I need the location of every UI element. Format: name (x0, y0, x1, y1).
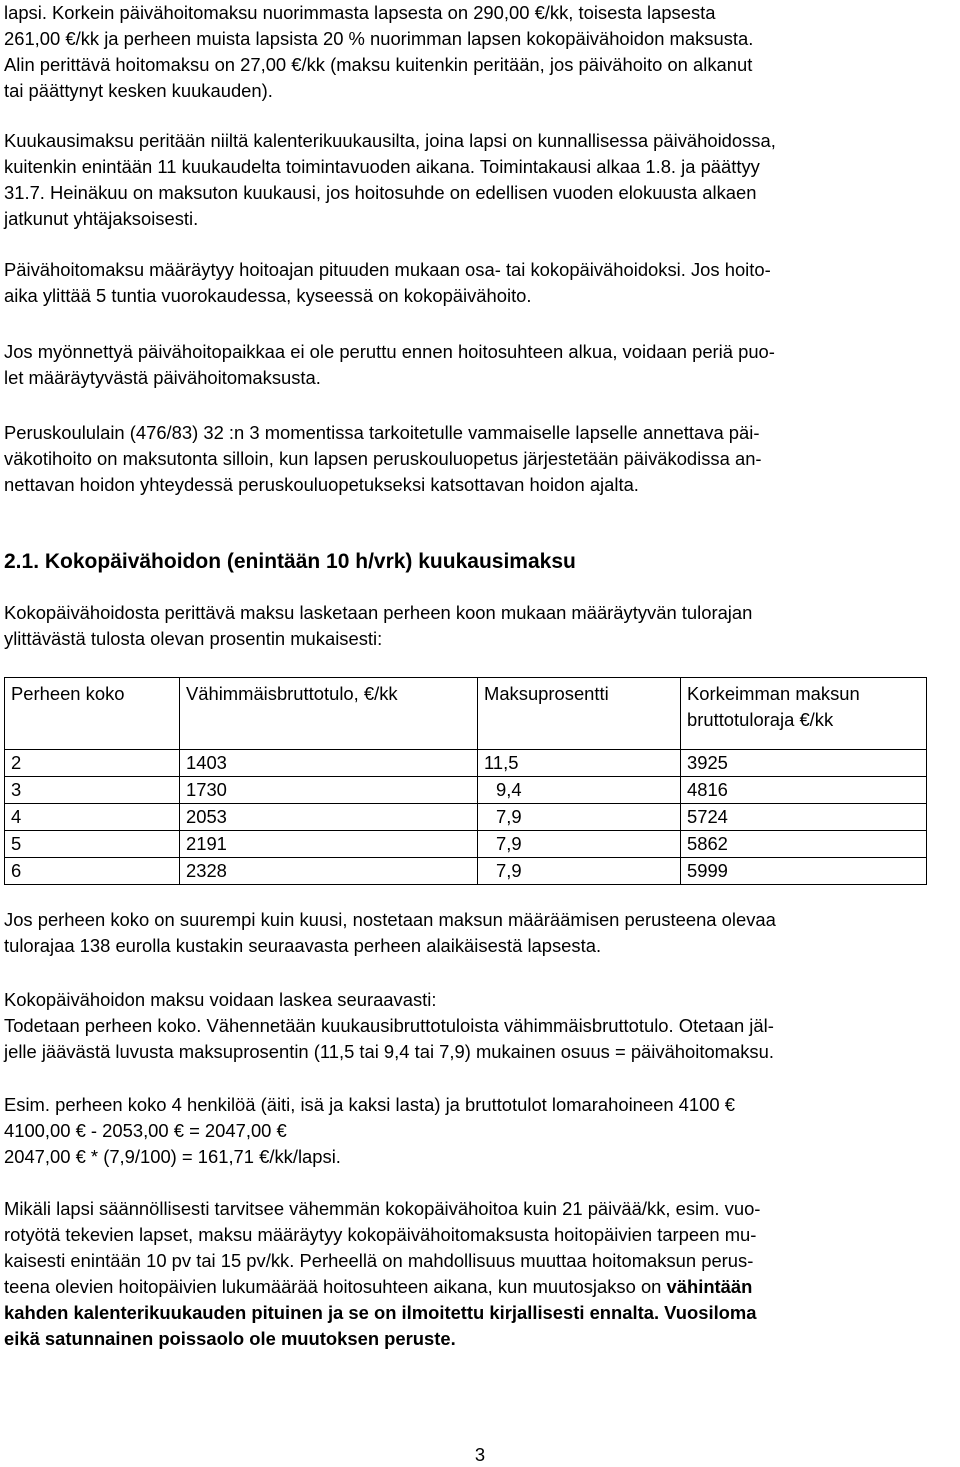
cell-fee-percent: 7,9 (478, 831, 681, 858)
paragraph-school-law (4, 420, 956, 498)
text-line: Mikäli lapsi säännöllisesti tarvitsee vähemmän kokopäivähoitoa kuin 21 päivää/kk, esim. vuo- (4, 1198, 761, 1219)
paragraph-fee-limits (4, 0, 956, 104)
text-line: 261,00 €/kk ja perheen muista lapsista 20 % nuorimman lapsen kokopäivähoidon maksusta. (4, 28, 754, 49)
header-min-income: Vähimmäisbruttotulo, €/kk (180, 678, 478, 750)
paragraph-reduced-care (4, 1196, 956, 1352)
paragraph-calculation (4, 987, 956, 1065)
paragraph-care-duration (4, 257, 956, 309)
text-line: Jos myönnettyä päivähoitopaikkaa ei ole peruttu ennen hoitosuhteen alkua, voidaan periä puo- (4, 341, 775, 362)
paragraph-cancellation (4, 339, 956, 391)
header-max-income (681, 678, 927, 750)
text-line: Peruskoululain (476/83) 32 :n 3 momentissa tarkoitetulle vammaiselle lapselle annettava päi- (4, 422, 760, 443)
fee-table (4, 677, 927, 885)
text-line: kuitenkin enintään 11 kuukaudelta toimintavuoden aikana. Toimintakausi alkaa 1.8. ja päättyy (4, 156, 760, 177)
cell-min-income: 1403 (180, 750, 478, 777)
cell-fee-percent: 7,9 (478, 804, 681, 831)
cell-min-income: 2191 (180, 831, 478, 858)
text-line: lapsi. Korkein päivähoitomaksu nuorimmasta lapsesta on 290,00 €/kk, toisesta lapsesta (4, 2, 716, 23)
text-line: 2047,00 € * (7,9/100) = 161,71 €/kk/lapsi. (4, 1146, 341, 1167)
cell-fee-percent: 11,5 (478, 750, 681, 777)
cell-family-size: 6 (5, 858, 180, 885)
table-row (5, 777, 927, 804)
table-row (5, 804, 927, 831)
text-line: Kuukausimaksu peritään niiltä kalenterikuukausilta, joina lapsi on kunnallisessa päivähoidossa, (4, 130, 776, 151)
bold-text: vähintään (666, 1276, 753, 1297)
bold-text-line: kahden kalenterikuukauden pituinen ja se on ilmoitettu kirjallisesti ennalta. Vuosiloma (4, 1302, 757, 1323)
text-line: 31.7. Heinäkuu on maksuton kuukausi, jos hoitosuhde on edellisen vuoden elokuusta alkaen (4, 182, 757, 203)
cell-family-size: 4 (5, 804, 180, 831)
text-line: Jos perheen koko on suurempi kuin kuusi, nostetaan maksun määräämisen perusteena olevaa (4, 909, 776, 930)
paragraph-example (4, 1092, 956, 1170)
text-line: Kokopäivähoidon maksu voidaan laskea seuraavasti: (4, 989, 437, 1010)
cell-min-income: 2328 (180, 858, 478, 885)
text-line: aika ylittää 5 tuntia vuorokaudessa, kyseessä on kokopäivähoito. (4, 285, 532, 306)
text-line: jelle jäävästä luvusta maksuprosentin (11,5 tai 9,4 tai 7,9) mukainen osuus = päivähoitomaksu. (4, 1041, 774, 1062)
header-max-income-line: bruttotuloraja €/kk (687, 709, 834, 730)
text-segment: teena olevien hoitopäivien lukumäärää hoitosuhteen aikana, kun muutosjakso on (4, 1276, 667, 1297)
cell-family-size: 2 (5, 750, 180, 777)
cell-fee-percent: 7,9 (478, 858, 681, 885)
cell-min-income: 2053 (180, 804, 478, 831)
paragraph-section-intro (4, 600, 956, 652)
cell-max-income: 5724 (681, 804, 927, 831)
section-heading: 2.1. Kokopäivähoidon (enintään 10 h/vrk) kuukausimaksu (4, 550, 576, 573)
table-header-row (5, 678, 927, 750)
text-line: Päivähoitomaksu määräytyy hoitoajan pituuden mukaan osa- tai kokopäivähoidoksi. Jos hoito- (4, 259, 771, 280)
cell-max-income: 5999 (681, 858, 927, 885)
text-line (4, 1274, 956, 1300)
cell-fee-percent: 9,4 (478, 777, 681, 804)
cell-family-size: 5 (5, 831, 180, 858)
cell-max-income: 3925 (681, 750, 927, 777)
cell-family-size: 3 (5, 777, 180, 804)
header-max-income-line: Korkeimman maksun (687, 683, 860, 704)
text-line: Todetaan perheen koko. Vähennetään kuukausibruttotuloista vähimmäisbruttotulo. Otetaan jäl- (4, 1015, 774, 1036)
table-row (5, 831, 927, 858)
text-line: väkotihoito on maksutonta silloin, kun lapsen peruskouluopetus järjestetään päiväkodissa an- (4, 448, 762, 469)
text-line: jatkunut yhtäjaksoisesti. (4, 208, 199, 229)
text-line: ylittävästä tulosta olevan prosentin mukaisesti: (4, 628, 383, 649)
text-line: rotyötä tekevien lapset, maksu määräytyy kokopäivähoitomaksusta hoitopäivien tarpeen mu- (4, 1224, 757, 1245)
header-fee-percent: Maksuprosentti (478, 678, 681, 750)
text-line: tulorajaa 138 eurolla kustakin seuraavasta perheen alaikäisestä lapsesta. (4, 935, 602, 956)
paragraph-larger-family (4, 907, 956, 959)
cell-max-income: 5862 (681, 831, 927, 858)
cell-min-income: 1730 (180, 777, 478, 804)
text-line: 4100,00 € - 2053,00 € = 2047,00 € (4, 1120, 287, 1141)
cell-max-income: 4816 (681, 777, 927, 804)
text-line: kaisesti enintään 10 pv tai 15 pv/kk. Perheellä on mahdollisuus muuttaa hoitomaksun perus- (4, 1250, 754, 1271)
text-line: let määräytyvästä päivähoitomaksusta. (4, 367, 321, 388)
header-family-size: Perheen koko (5, 678, 180, 750)
text-line: Alin perittävä hoitomaksu on 27,00 €/kk (maksu kuitenkin peritään, jos päivähoito on alkanut (4, 54, 753, 75)
page-number: 3 (474, 1444, 486, 1465)
text-line: Esim. perheen koko 4 henkilöä (äiti, isä ja kaksi lasta) ja bruttotulot lomarahoineen 4100 € (4, 1094, 735, 1115)
table-row (5, 750, 927, 777)
text-line: tai päättynyt kesken kuukauden). (4, 80, 273, 101)
bold-text-line: eikä satunnainen poissaolo ole muutoksen peruste. (4, 1328, 456, 1349)
text-line: Kokopäivähoidosta perittävä maksu lasketaan perheen koon mukaan määräytyvän tulorajan (4, 602, 753, 623)
table-row (5, 858, 927, 885)
paragraph-monthly-fee (4, 128, 956, 232)
text-line: nettavan hoidon yhteydessä peruskouluopetukseksi katsottavan hoidon ajalta. (4, 474, 639, 495)
